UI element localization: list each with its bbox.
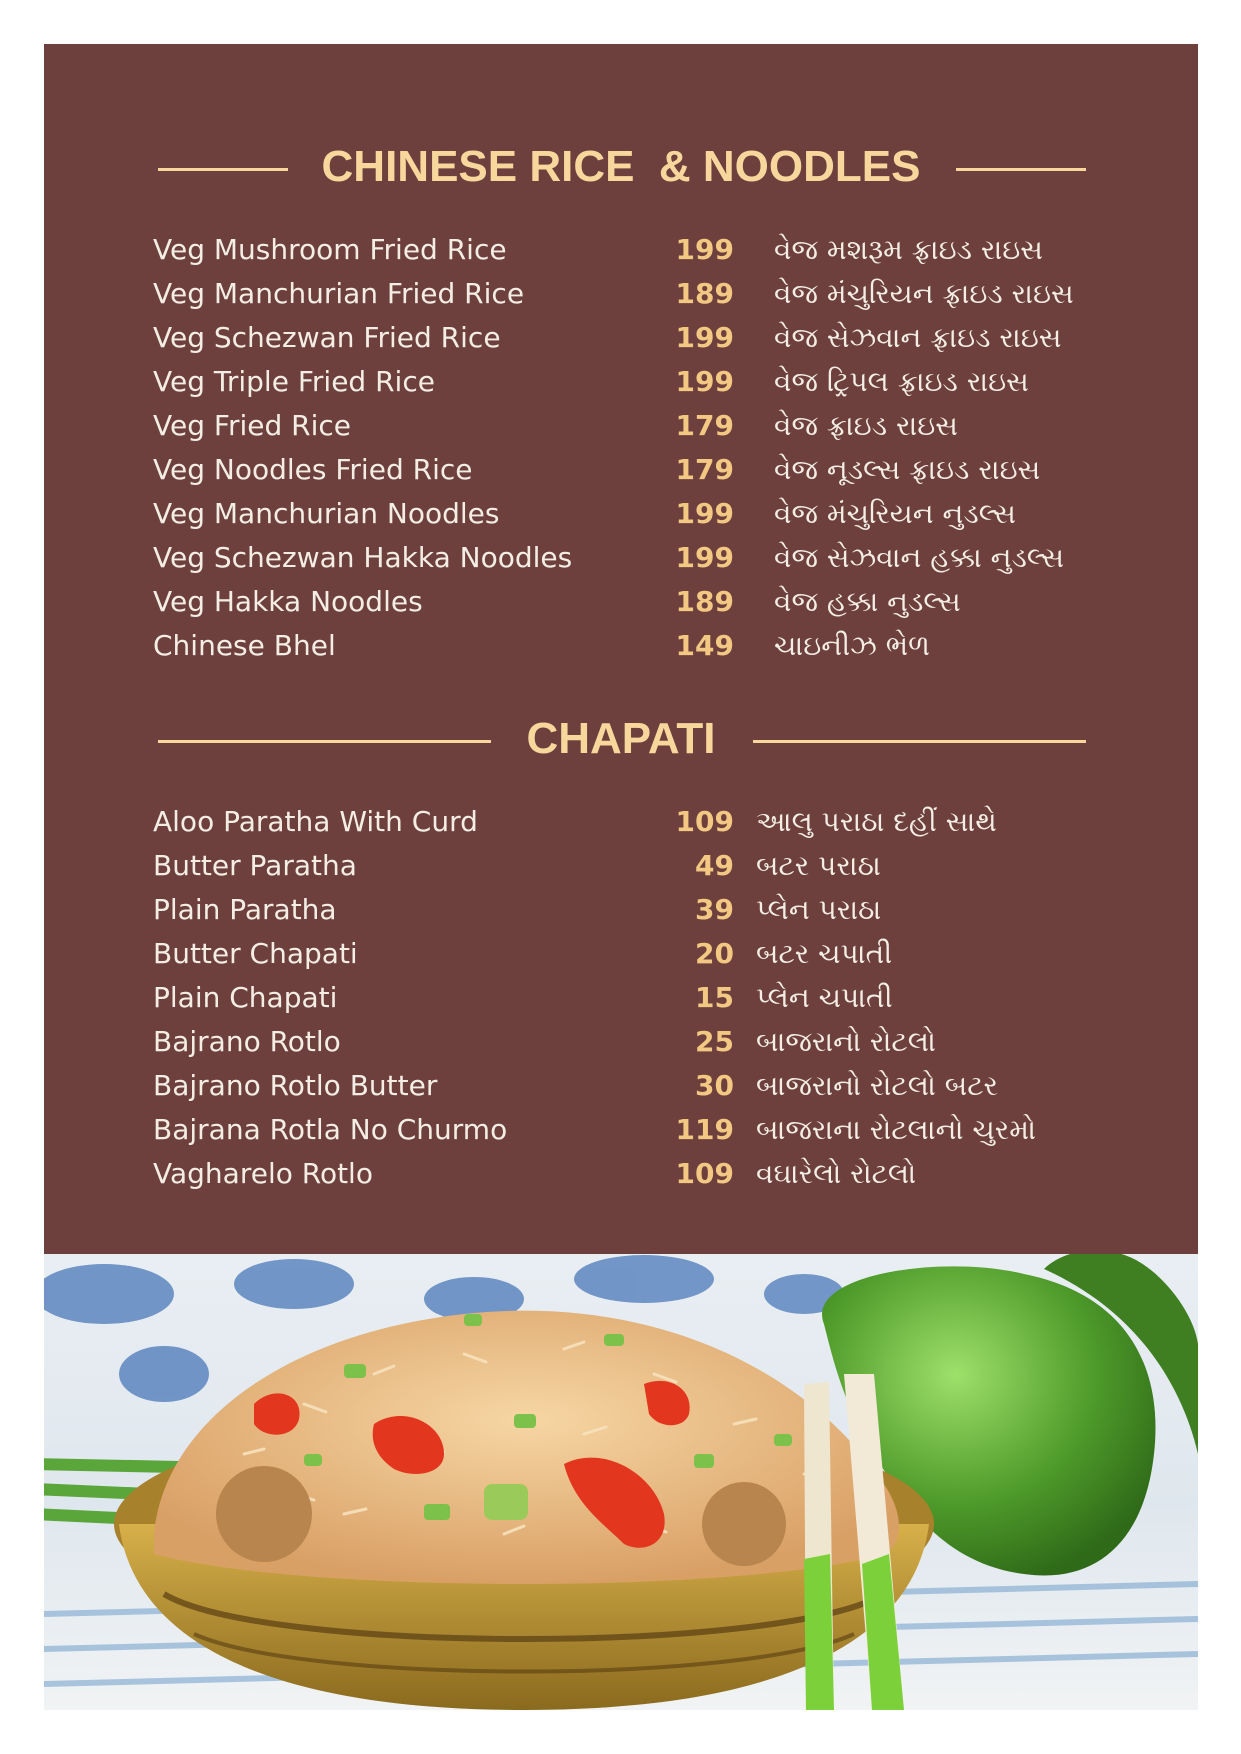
menu-list-chinese xyxy=(44,228,1198,668)
item-price: 179 xyxy=(675,453,734,486)
item-name-gujarati: ચાઇનીઝ ભેળ xyxy=(774,629,930,662)
item-name-gujarati: વેજ મશરૂમ ફ્રાઇડ રાઇસ xyxy=(774,233,1043,266)
item-price: 189 xyxy=(675,585,734,618)
item-name-gujarati: વેજ ફ્રાઇડ રાઇસ xyxy=(774,409,958,442)
menu-item xyxy=(44,1108,1198,1152)
item-name-gujarati: વેજ મંચુરિયન નુડલ્સ xyxy=(774,497,1016,530)
item-name: Vagharelo Rotlo xyxy=(153,1157,373,1190)
item-name-gujarati: વેજ ટ્રિપલ ફ્રાઇડ રાઇસ xyxy=(774,365,1029,398)
item-name: Veg Hakka Noodles xyxy=(153,585,423,618)
menu-item xyxy=(44,448,1198,492)
item-price: 20 xyxy=(695,937,734,970)
item-name-gujarati: બટર ચપાતી xyxy=(756,937,893,970)
item-name: Bajrano Rotlo Butter xyxy=(153,1069,438,1102)
item-name-gujarati: આલુ પરાઠા દહીં સાથે xyxy=(756,805,997,838)
item-price: 199 xyxy=(675,541,734,574)
menu-item xyxy=(44,492,1198,536)
menu-item xyxy=(44,1152,1198,1196)
menu-item xyxy=(44,228,1198,272)
item-price: 25 xyxy=(695,1025,734,1058)
menu-panel xyxy=(44,44,1198,1254)
item-name-gujarati: વેજ હક્કા નુડલ્સ xyxy=(774,585,961,618)
menu-item xyxy=(44,932,1198,976)
item-name-gujarati: બટર પરાઠા xyxy=(756,849,881,882)
item-name-gujarati: બાજરાના રોટલાનો ચુરમો xyxy=(756,1113,1036,1146)
section-title-chapati: CHAPATI xyxy=(526,714,716,763)
item-name-gujarati: બાજરાનો રોટલો xyxy=(756,1025,936,1058)
item-name: Butter Paratha xyxy=(153,849,357,882)
item-price: 119 xyxy=(675,1113,734,1146)
item-price: 179 xyxy=(675,409,734,442)
item-name: Veg Noodles Fried Rice xyxy=(153,453,473,486)
item-price: 109 xyxy=(675,805,734,838)
section-title-chinese: CHINESE RICE & NOODLES xyxy=(321,142,921,191)
menu-item xyxy=(44,404,1198,448)
item-name: Veg Mushroom Fried Rice xyxy=(153,233,507,266)
item-name: Veg Schezwan Hakka Noodles xyxy=(153,541,573,574)
item-name-gujarati: વેજ નૂડલ્સ ફ્રાઇડ રાઇસ xyxy=(774,453,1041,486)
menu-item xyxy=(44,360,1198,404)
item-price: 15 xyxy=(695,981,734,1014)
item-name-gujarati: પ્લેન પરાઠા xyxy=(756,893,882,926)
item-name: Bajrana Rotla No Churmo xyxy=(153,1113,508,1146)
item-name: Butter Chapati xyxy=(153,937,358,970)
item-name: Veg Triple Fried Rice xyxy=(153,365,435,398)
menu-item xyxy=(44,976,1198,1020)
item-price: 189 xyxy=(675,277,734,310)
menu-item xyxy=(44,624,1198,668)
item-name-gujarati: વેજ સેઝવાન હક્કા નુડલ્સ xyxy=(774,541,1065,574)
menu-list-chapati xyxy=(44,800,1198,1196)
item-price: 109 xyxy=(675,1157,734,1190)
item-name: Veg Manchurian Fried Rice xyxy=(153,277,525,310)
menu-item xyxy=(44,800,1198,844)
menu-item xyxy=(44,536,1198,580)
menu-item xyxy=(44,272,1198,316)
menu-item xyxy=(44,580,1198,624)
menu-item xyxy=(44,1064,1198,1108)
item-price: 199 xyxy=(675,233,734,266)
item-name: Veg Schezwan Fried Rice xyxy=(153,321,501,354)
item-price: 49 xyxy=(695,849,734,882)
item-name: Plain Paratha xyxy=(153,893,337,926)
item-name-gujarati: વેજ મંચુરિયન ફ્રાઇડ રાઇસ xyxy=(774,277,1074,310)
item-price: 30 xyxy=(695,1069,734,1102)
item-name: Plain Chapati xyxy=(153,981,338,1014)
item-price: 39 xyxy=(695,893,734,926)
item-price: 199 xyxy=(675,321,734,354)
item-name: Veg Manchurian Noodles xyxy=(153,497,500,530)
item-price: 199 xyxy=(675,365,734,398)
menu-item xyxy=(44,844,1198,888)
item-price: 199 xyxy=(675,497,734,530)
item-name-gujarati: વેજ સેઝવાન ફ્રાઇડ રાઇસ xyxy=(774,321,1062,354)
fried-rice-photo xyxy=(44,1254,1198,1710)
menu-item xyxy=(44,888,1198,932)
item-name-gujarati: બાજરાનો રોટલો બટર xyxy=(756,1069,999,1102)
menu-item xyxy=(44,316,1198,360)
item-name: Aloo Paratha With Curd xyxy=(153,805,478,838)
item-name-gujarati: પ્લેન ચપાતી xyxy=(756,981,893,1014)
item-name: Veg Fried Rice xyxy=(153,409,351,442)
menu-item xyxy=(44,1020,1198,1064)
item-name: Chinese Bhel xyxy=(153,629,336,662)
item-name: Bajrano Rotlo xyxy=(153,1025,341,1058)
item-name-gujarati: વઘારેલો રોટલો xyxy=(756,1157,917,1190)
fried-rice-illustration xyxy=(44,1254,1198,1710)
item-price: 149 xyxy=(675,629,734,662)
